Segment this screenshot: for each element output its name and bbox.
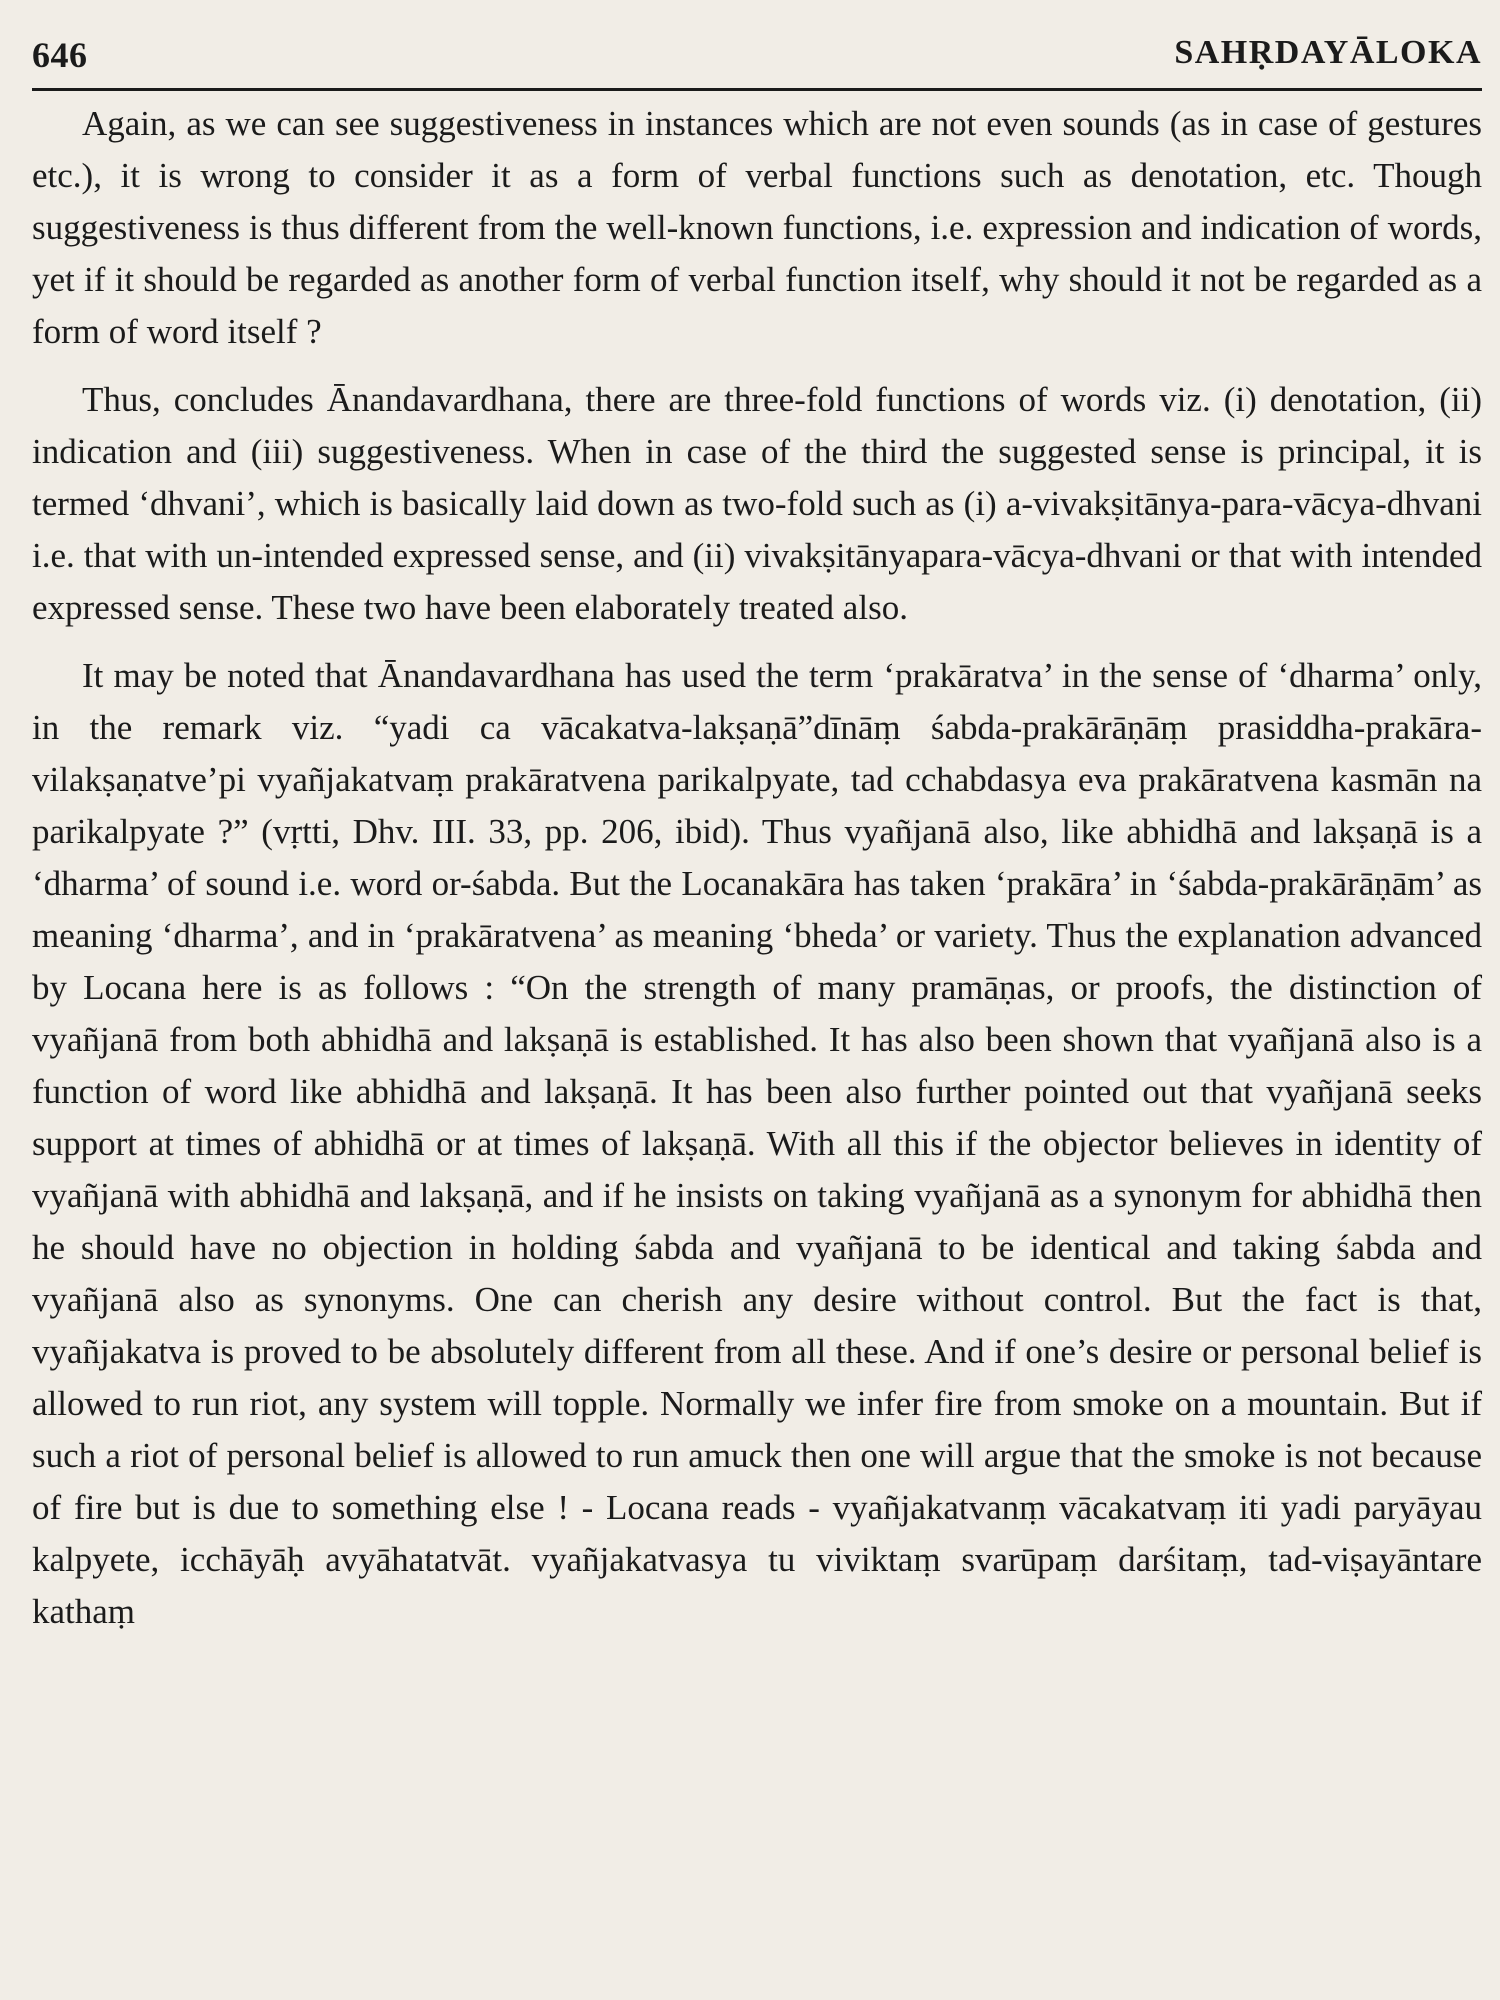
page-number: 646 [32, 35, 88, 75]
body-text [32, 98, 1482, 1654]
running-header [32, 28, 1482, 91]
paragraph-prakaratva-locana: It may be noted that Ānandavardhana has used the term ‘prakāratva’ in the sense of ‘dharma’ only, in the remark viz. “yadi ca vācakatva-lakṣaṇā”dīnāṃ śabda-prakārāṇāṃ prasiddha-prakāra-vilakṣaṇatve’pi vyañjakatvaṃ prakāratvena parikalpyate, tad cchabdasya eva prakāratvena kasmān na parikalpyate ?” (vṛtti, Dhv. III. 33, pp. 206, ibid). Thus vyañjanā also, like abhidhā and lakṣaṇā is a ‘dharma’ of sound i.e. word or-śabda. But the Locanakāra has taken ‘prakāra’ in ‘śabda-prakārāṇām’ as meaning ‘dharma’, and in ‘prakāratvena’ as meaning ‘bheda’ or variety. Thus the explanation advanced by Locana here is as follows : “On the strength of many pramāṇas, or proofs, the distinction of vyañjanā from both abhidhā and lakṣaṇā is established. It has also been shown that vyañjanā also is a function of word like abhidhā and lakṣaṇā. It has been also further pointed out that vyañjanā seeks support at times of abhidhā or at times of lakṣaṇā. With all this if the objector believes in identity of vyañjanā with abhidhā and lakṣaṇā, and if he insists on taking vyañjanā as a synonym for abhidhā then he should have no objection in holding śabda and vyañjanā to be identical and taking śabda and vyañjanā also as synonyms. One can cherish any desire without control. But the fact is that, vyañjakatva is proved to be absolutely different from all these. And if one’s desire or personal belief is allowed to run riot, any system will topple. Normally we infer fire from smoke on a mountain. But if such a riot of personal belief is allowed to run amuck then one will argue that the smoke is not because of fire but is due to something else ! - Locana reads - vyañjakatvanṃ vācakatvaṃ iti yadi paryāyau kalpyete, icchāyāḥ avyāhatatvāt. vyañjakatvasya tu viviktaṃ svarūpaṃ darśitaṃ, tad-viṣayāntare kathaṃ [32, 656, 1482, 1631]
paragraph-suggestiveness-gestures: Again, as we can see suggestiveness in instances which are not even sounds (as in case of gestures etc.), it is wrong to consider it as a form of verbal functions such as denotation, etc. Though suggestiveness is thus different from the well-known functions, i.e. expression and indication of words, yet if it should be regarded as another form of verbal function itself, why should it not be regarded as a form of word itself ? [32, 104, 1482, 351]
running-title: SAHṚDAYĀLOKA [1174, 34, 1482, 71]
paragraph-three-fold-functions: Thus, concludes Ānandavardhana, there are three-fold functions of words viz. (i) denotation, (ii) indication and (iii) suggestiveness. When in case of the third the suggested sense is principal, it is termed ‘dhvani’, which is basically laid down as two-fold such as (i) a-vivakṣitānya-para-vācya-dhvani i.e. that with un-intended expressed sense, and (ii) vivakṣitānyapara-vācya-dhvani or that with intended expressed sense. These two have been elaborately treated also. [32, 380, 1482, 627]
